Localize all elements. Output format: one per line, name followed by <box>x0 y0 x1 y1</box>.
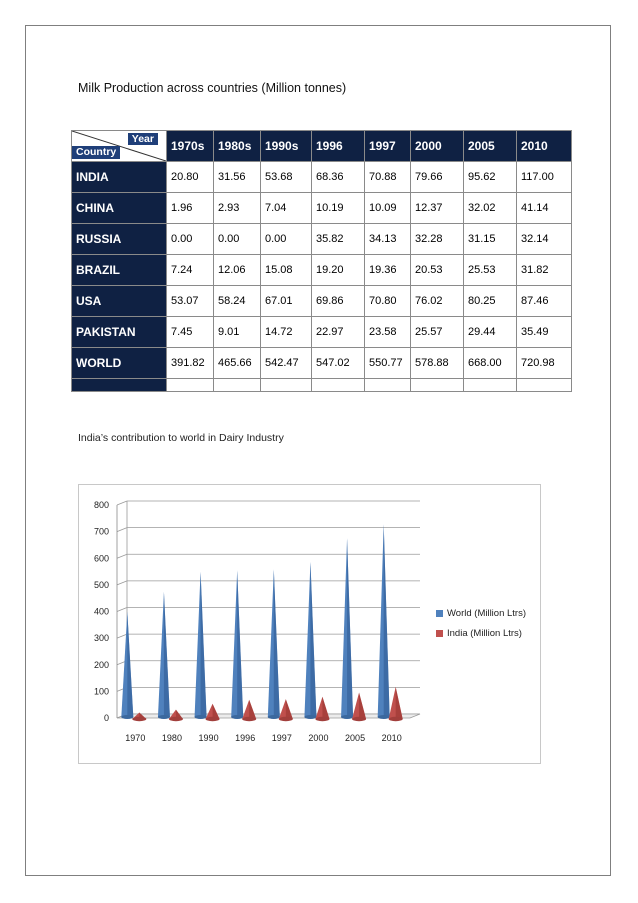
value-cell: 465.66 <box>214 348 261 379</box>
value-cell: 41.14 <box>517 193 572 224</box>
value-cell: 19.20 <box>312 255 365 286</box>
year-header: 2010 <box>517 131 572 162</box>
world-cone-shade <box>384 524 390 717</box>
value-cell: 58.24 <box>214 286 261 317</box>
value-cell: 53.68 <box>261 162 312 193</box>
x-tick-label: 2010 <box>381 733 402 743</box>
value-cell: 7.04 <box>261 193 312 224</box>
world-cone-shade <box>164 592 170 717</box>
x-tick-label: 1970 <box>125 733 146 743</box>
value-cell: 68.36 <box>312 162 365 193</box>
value-cell: 25.53 <box>464 255 517 286</box>
world-cone-base <box>268 715 280 719</box>
value-cell: 31.15 <box>464 224 517 255</box>
value-cell: 0.00 <box>167 224 214 255</box>
india-cone-base <box>315 717 329 721</box>
value-cell: 7.45 <box>167 317 214 348</box>
value-cell: 15.08 <box>261 255 312 286</box>
x-tick-label: 1996 <box>235 733 256 743</box>
country-cell: PAKISTAN <box>72 317 167 348</box>
grid-line <box>117 501 127 505</box>
value-cell: 32.28 <box>411 224 464 255</box>
value-cell: 79.66 <box>411 162 464 193</box>
country-cell: WORLD <box>72 348 167 379</box>
value-cell: 32.02 <box>464 193 517 224</box>
value-cell: 35.49 <box>517 317 572 348</box>
document-title: Milk Production across countries (Million tonnes) <box>78 81 347 95</box>
y-tick-label: 600 <box>93 553 109 564</box>
value-cell: 35.82 <box>312 224 365 255</box>
country-cell: CHINA <box>72 193 167 224</box>
india-cone-base <box>352 717 366 721</box>
country-cell: USA <box>72 286 167 317</box>
world-cone-shade <box>127 612 133 717</box>
india-cone-base <box>206 717 220 721</box>
grid-line <box>117 581 127 585</box>
year-header: 1997 <box>365 131 411 162</box>
y-tick-label: 300 <box>93 633 109 644</box>
y-tick-label: 100 <box>93 686 109 697</box>
world-cone-shade <box>201 572 207 717</box>
year-header: 2005 <box>464 131 517 162</box>
india-cone-base <box>132 717 146 721</box>
value-cell: 53.07 <box>167 286 214 317</box>
x-tick-label: 2005 <box>345 733 366 743</box>
value-cell: 29.44 <box>464 317 517 348</box>
legend-label: World (Million Ltrs) <box>447 607 527 619</box>
legend-item <box>436 603 526 623</box>
value-cell: 80.25 <box>464 286 517 317</box>
y-tick-label: 800 <box>93 500 109 510</box>
world-cone-base <box>341 715 353 719</box>
india-cone-shade <box>213 704 220 719</box>
value-cell: 547.02 <box>312 348 365 379</box>
world-cone-shade <box>237 570 243 717</box>
value-cell: 7.24 <box>167 255 214 286</box>
value-cell: 10.09 <box>365 193 411 224</box>
x-tick-label: 1990 <box>198 733 219 743</box>
india-cone-base <box>389 717 403 721</box>
india-cone-base <box>169 717 183 721</box>
value-cell: 76.02 <box>411 286 464 317</box>
grid-line <box>117 608 127 612</box>
value-cell: 14.72 <box>261 317 312 348</box>
value-cell: 32.14 <box>517 224 572 255</box>
legend-swatch-world <box>436 610 443 617</box>
value-cell: 70.80 <box>365 286 411 317</box>
year-header: 2000 <box>411 131 464 162</box>
legend-swatch-india <box>436 630 443 637</box>
grid-line <box>117 634 127 638</box>
world-cone-base <box>158 715 170 719</box>
country-cell: RUSSIA <box>72 224 167 255</box>
value-cell: 1.96 <box>167 193 214 224</box>
x-tick-label: 2000 <box>308 733 329 743</box>
y-tick-label: 500 <box>93 579 109 590</box>
year-header: 1996 <box>312 131 365 162</box>
chart-caption: India’s contribution to world in Dairy Industry <box>78 432 284 444</box>
value-cell: 22.97 <box>312 317 365 348</box>
year-header: 1990s <box>261 131 312 162</box>
value-cell: 0.00 <box>261 224 312 255</box>
india-cone-base <box>279 717 293 721</box>
world-cone-base <box>231 715 243 719</box>
value-cell: 10.19 <box>312 193 365 224</box>
value-cell: 69.86 <box>312 286 365 317</box>
world-cone-base <box>121 715 133 719</box>
value-cell: 23.58 <box>365 317 411 348</box>
value-cell: 117.00 <box>517 162 572 193</box>
world-cone-shade <box>347 538 353 717</box>
value-cell: 578.88 <box>411 348 464 379</box>
value-cell: 12.37 <box>411 193 464 224</box>
corner-year-label: Year <box>128 133 158 145</box>
y-tick-label: 700 <box>93 526 109 537</box>
value-cell: 19.36 <box>365 255 411 286</box>
world-cone-base <box>378 715 390 719</box>
legend-item <box>436 623 526 643</box>
value-cell: 542.47 <box>261 348 312 379</box>
world-cone-base <box>195 715 207 719</box>
value-cell: 31.82 <box>517 255 572 286</box>
value-cell: 12.06 <box>214 255 261 286</box>
y-tick-label: 0 <box>103 713 109 723</box>
value-cell: 70.88 <box>365 162 411 193</box>
value-cell: 87.46 <box>517 286 572 317</box>
x-tick-label: 1997 <box>271 733 292 743</box>
value-cell: 25.57 <box>411 317 464 348</box>
y-tick-label: 400 <box>93 606 109 617</box>
world-cone-shade <box>274 569 280 717</box>
value-cell: 9.01 <box>214 317 261 348</box>
india-cone-base <box>242 717 256 721</box>
value-cell: 67.01 <box>261 286 312 317</box>
grid-line <box>117 528 127 532</box>
value-cell: 20.53 <box>411 255 464 286</box>
value-cell: 720.98 <box>517 348 572 379</box>
grid-line <box>117 554 127 558</box>
corner-country-label: Country <box>72 146 120 159</box>
x-tick-label: 1980 <box>161 733 182 743</box>
year-header: 1980s <box>214 131 261 162</box>
year-header: 1970s <box>167 131 214 162</box>
y-tick-label: 200 <box>93 659 109 670</box>
world-cone-shade <box>310 562 316 717</box>
value-cell: 34.13 <box>365 224 411 255</box>
value-cell: 0.00 <box>214 224 261 255</box>
world-cone-base <box>304 715 316 719</box>
legend-label: India (Million Ltrs) <box>447 627 522 639</box>
value-cell: 20.80 <box>167 162 214 193</box>
value-cell: 2.93 <box>214 193 261 224</box>
value-cell: 95.62 <box>464 162 517 193</box>
india-cone-shade <box>249 700 256 719</box>
chart-legend <box>436 603 526 643</box>
value-cell: 550.77 <box>365 348 411 379</box>
country-cell: BRAZIL <box>72 255 167 286</box>
value-cell: 668.00 <box>464 348 517 379</box>
value-cell: 391.82 <box>167 348 214 379</box>
value-cell: 31.56 <box>214 162 261 193</box>
country-cell: INDIA <box>72 162 167 193</box>
